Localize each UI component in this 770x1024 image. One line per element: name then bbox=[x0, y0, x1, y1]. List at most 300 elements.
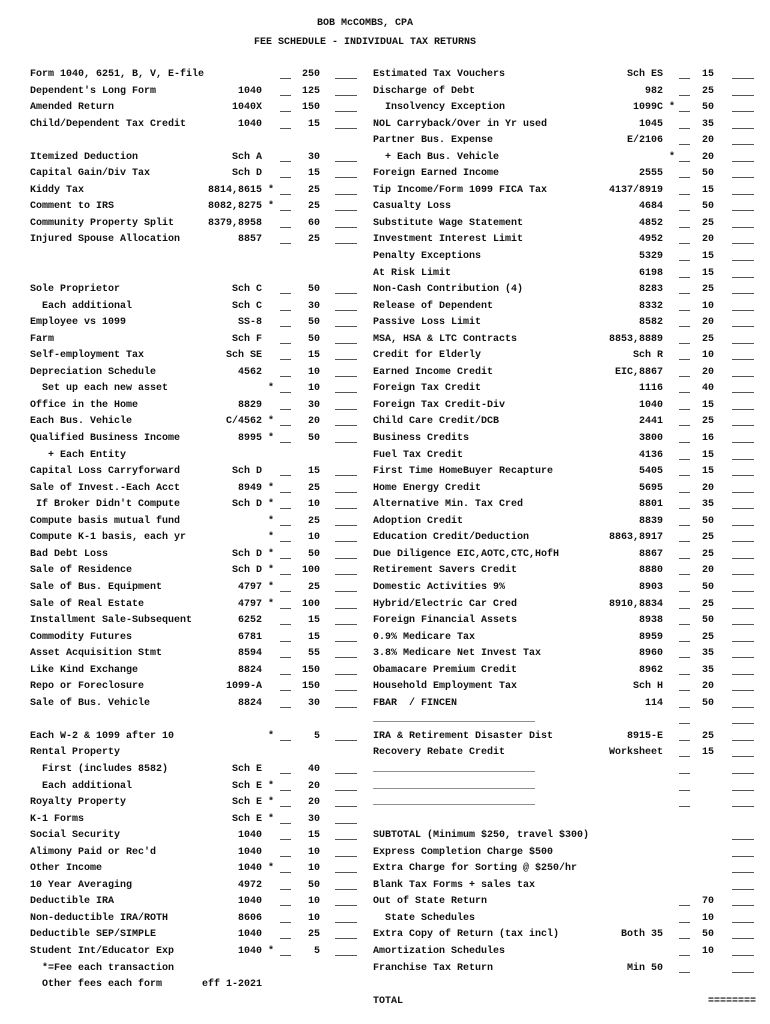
amount-blank[interactable] bbox=[732, 641, 754, 642]
item-label: K-1 Forms bbox=[30, 813, 85, 825]
form-code: 8863,8917 bbox=[608, 532, 663, 544]
quantity-blank[interactable] bbox=[679, 972, 690, 973]
item-label: TOTAL bbox=[373, 995, 404, 1007]
quantity-blank[interactable] bbox=[280, 608, 291, 609]
amount-blank[interactable] bbox=[335, 641, 357, 642]
quantity-blank[interactable] bbox=[679, 955, 690, 956]
fee-amount: 15 bbox=[307, 631, 320, 643]
fee-row bbox=[30, 398, 360, 415]
item-label: ___________________________ bbox=[373, 797, 536, 809]
amount-blank[interactable] bbox=[335, 674, 357, 675]
amount-blank[interactable] bbox=[732, 376, 754, 377]
amount-blank[interactable] bbox=[335, 856, 357, 857]
fee-row bbox=[30, 133, 360, 150]
quantity-blank[interactable] bbox=[280, 392, 291, 393]
quantity-blank[interactable] bbox=[679, 641, 690, 642]
fee-row bbox=[373, 828, 758, 845]
quantity-blank[interactable] bbox=[679, 277, 690, 278]
item-label: MSA, HSA & LTC Contracts bbox=[373, 333, 518, 345]
amount-blank[interactable] bbox=[335, 955, 357, 956]
form-code: SS-8 bbox=[237, 317, 262, 329]
item-label: Deductible IRA bbox=[30, 896, 115, 908]
per-transaction-marker: * bbox=[267, 813, 274, 825]
quantity-blank[interactable] bbox=[280, 889, 291, 890]
amount-blank[interactable] bbox=[335, 905, 357, 906]
fee-row bbox=[30, 348, 360, 365]
item-label: Asset Acquisition Stmt bbox=[30, 648, 163, 660]
quantity-blank[interactable] bbox=[280, 574, 291, 575]
form-code: Sch ES bbox=[626, 69, 663, 80]
form-code: 8829 bbox=[237, 399, 262, 411]
quantity-blank[interactable] bbox=[679, 243, 690, 244]
amount-blank[interactable] bbox=[732, 690, 754, 691]
amount-blank[interactable] bbox=[732, 657, 754, 658]
quantity-blank[interactable] bbox=[679, 806, 690, 807]
quantity-blank[interactable] bbox=[280, 326, 291, 327]
quantity-blank[interactable] bbox=[679, 409, 690, 410]
quantity-blank[interactable] bbox=[280, 558, 291, 559]
fee-amount: 50 bbox=[701, 581, 714, 593]
fee-amount: 25 bbox=[701, 85, 714, 97]
amount-blank[interactable] bbox=[335, 823, 357, 824]
quantity-blank[interactable] bbox=[679, 459, 690, 460]
fee-amount: 50 bbox=[701, 201, 714, 213]
amount-blank[interactable] bbox=[335, 541, 357, 542]
amount-blank[interactable] bbox=[732, 128, 754, 129]
amount-blank[interactable] bbox=[732, 442, 754, 443]
amount-blank[interactable] bbox=[732, 723, 754, 724]
fee-row bbox=[373, 216, 758, 233]
form-code: Min 50 bbox=[626, 962, 663, 974]
quantity-blank[interactable] bbox=[280, 955, 291, 956]
item-label: Non-deductible IRA/ROTH bbox=[30, 912, 169, 924]
quantity-blank[interactable] bbox=[679, 326, 690, 327]
quantity-blank[interactable] bbox=[280, 839, 291, 840]
amount-blank[interactable] bbox=[335, 707, 357, 708]
quantity-blank[interactable] bbox=[679, 690, 690, 691]
amount-blank[interactable] bbox=[335, 508, 357, 509]
quantity-blank[interactable] bbox=[280, 194, 291, 195]
amount-blank[interactable] bbox=[732, 541, 754, 542]
amount-blank[interactable] bbox=[335, 243, 357, 244]
quantity-blank[interactable] bbox=[679, 608, 690, 609]
quantity-blank[interactable] bbox=[280, 674, 291, 675]
amount-blank[interactable] bbox=[732, 177, 754, 178]
amount-blank[interactable] bbox=[732, 591, 754, 592]
amount-blank[interactable] bbox=[335, 78, 357, 79]
quantity-blank[interactable] bbox=[280, 343, 291, 344]
amount-blank[interactable] bbox=[335, 425, 357, 426]
item-label: Domestic Activities 9% bbox=[373, 581, 506, 593]
quantity-blank[interactable] bbox=[280, 541, 291, 542]
amount-blank[interactable] bbox=[335, 376, 357, 377]
amount-blank[interactable] bbox=[335, 872, 357, 873]
amount-blank[interactable] bbox=[335, 938, 357, 939]
fee-amount: 30 bbox=[307, 151, 320, 163]
amount-blank[interactable] bbox=[335, 210, 357, 211]
item-label: Rental Property bbox=[30, 747, 121, 759]
quantity-blank[interactable] bbox=[280, 492, 291, 493]
quantity-blank[interactable] bbox=[280, 823, 291, 824]
item-label: Each additional bbox=[30, 780, 133, 792]
amount-blank[interactable] bbox=[732, 243, 754, 244]
item-label: If Broker Didn't Compute bbox=[30, 499, 181, 511]
amount-blank[interactable] bbox=[732, 459, 754, 460]
quantity-blank[interactable] bbox=[280, 740, 291, 741]
amount-blank[interactable] bbox=[335, 194, 357, 195]
item-label: Discharge of Debt bbox=[373, 85, 476, 97]
amount-blank[interactable] bbox=[732, 905, 754, 906]
quantity-blank[interactable] bbox=[679, 310, 690, 311]
quantity-blank[interactable] bbox=[280, 657, 291, 658]
quantity-blank[interactable] bbox=[679, 773, 690, 774]
fee-amount: 10 bbox=[701, 912, 714, 924]
item-label: + Each Entity bbox=[30, 449, 127, 461]
fee-amount: 10 bbox=[307, 366, 320, 378]
firm-name: BOB McCOMBS, CPA bbox=[316, 18, 413, 29]
fee-amount: 10 bbox=[307, 499, 320, 511]
quantity-blank[interactable] bbox=[679, 144, 690, 145]
amount-blank[interactable] bbox=[335, 161, 357, 162]
fee-row bbox=[373, 812, 758, 829]
amount-blank[interactable] bbox=[335, 227, 357, 228]
amount-blank[interactable] bbox=[335, 624, 357, 625]
amount-blank[interactable] bbox=[335, 608, 357, 609]
quantity-blank[interactable] bbox=[280, 243, 291, 244]
quantity-blank[interactable] bbox=[280, 475, 291, 476]
form-code: 8960 bbox=[638, 648, 663, 660]
quantity-blank[interactable] bbox=[280, 922, 291, 923]
fee-row bbox=[373, 199, 758, 216]
item-label: NOL Carryback/Over in Yr used bbox=[373, 118, 548, 130]
quantity-blank[interactable] bbox=[280, 111, 291, 112]
fee-row bbox=[30, 729, 360, 746]
quantity-blank[interactable] bbox=[280, 525, 291, 526]
amount-blank[interactable] bbox=[335, 525, 357, 526]
quantity-blank[interactable] bbox=[280, 376, 291, 377]
amount-blank[interactable] bbox=[732, 310, 754, 311]
amount-blank[interactable] bbox=[335, 177, 357, 178]
form-code: 8938 bbox=[638, 615, 663, 627]
amount-blank[interactable] bbox=[335, 409, 357, 410]
fee-row bbox=[373, 944, 758, 961]
quantity-blank[interactable] bbox=[679, 558, 690, 559]
form-code: 8283 bbox=[638, 284, 663, 296]
item-label: Blank Tax Forms + sales tax bbox=[373, 879, 536, 891]
quantity-blank[interactable] bbox=[679, 161, 690, 162]
quantity-blank[interactable] bbox=[280, 773, 291, 774]
fee-amount: 25 bbox=[701, 416, 714, 428]
form-code: 982 bbox=[644, 85, 663, 97]
quantity-blank[interactable] bbox=[280, 641, 291, 642]
amount-blank[interactable] bbox=[335, 293, 357, 294]
amount-blank[interactable] bbox=[732, 806, 754, 807]
quantity-blank[interactable] bbox=[679, 508, 690, 509]
amount-blank[interactable] bbox=[732, 78, 754, 79]
amount-blank[interactable] bbox=[335, 889, 357, 890]
amount-blank[interactable] bbox=[335, 492, 357, 493]
fee-row bbox=[373, 679, 758, 696]
item-label: Farm bbox=[30, 333, 55, 345]
amount-blank[interactable] bbox=[732, 872, 754, 873]
item-label: Franchise Tax Return bbox=[373, 962, 494, 974]
amount-blank[interactable] bbox=[732, 260, 754, 261]
quantity-blank[interactable] bbox=[679, 376, 690, 377]
quantity-blank[interactable] bbox=[280, 442, 291, 443]
item-label: Royalty Property bbox=[30, 797, 127, 809]
quantity-blank[interactable] bbox=[679, 194, 690, 195]
quantity-blank[interactable] bbox=[679, 425, 690, 426]
quantity-blank[interactable] bbox=[280, 938, 291, 939]
amount-blank[interactable] bbox=[335, 392, 357, 393]
item-label: Commodity Futures bbox=[30, 631, 133, 643]
form-code: 1040 bbox=[237, 846, 262, 858]
amount-blank[interactable] bbox=[335, 591, 357, 592]
amount-blank[interactable] bbox=[732, 95, 754, 96]
item-label: Each W-2 & 1099 after 10 bbox=[30, 730, 175, 742]
item-label: Compute K-1 basis, each yr bbox=[30, 532, 187, 544]
amount-blank[interactable] bbox=[732, 839, 754, 840]
quantity-blank[interactable] bbox=[280, 310, 291, 311]
form-code: 8839 bbox=[638, 515, 663, 527]
amount-blank[interactable] bbox=[335, 740, 357, 741]
amount-blank[interactable] bbox=[335, 95, 357, 96]
amount-blank[interactable] bbox=[732, 277, 754, 278]
amount-blank[interactable] bbox=[732, 972, 754, 973]
per-transaction-marker: * bbox=[267, 598, 274, 610]
item-label: Home Energy Credit bbox=[373, 482, 482, 494]
fee-row bbox=[30, 911, 360, 928]
amount-blank[interactable] bbox=[335, 790, 357, 791]
item-label: State Schedules bbox=[373, 912, 476, 924]
quantity-blank[interactable] bbox=[280, 78, 291, 79]
fee-row bbox=[30, 696, 360, 713]
quantity-blank[interactable] bbox=[280, 359, 291, 360]
fee-row bbox=[30, 762, 360, 779]
amount-blank[interactable] bbox=[732, 624, 754, 625]
fee-amount: 10 bbox=[307, 846, 320, 858]
quantity-blank[interactable] bbox=[679, 657, 690, 658]
amount-blank[interactable] bbox=[732, 227, 754, 228]
fee-amount: 15 bbox=[307, 118, 320, 130]
quantity-blank[interactable] bbox=[679, 227, 690, 228]
quantity-blank[interactable] bbox=[280, 161, 291, 162]
quantity-blank[interactable] bbox=[679, 260, 690, 261]
amount-blank[interactable] bbox=[335, 128, 357, 129]
fee-row bbox=[373, 894, 758, 911]
form-code: Sch E bbox=[231, 763, 262, 775]
form-code: 4952 bbox=[638, 234, 663, 246]
quantity-blank[interactable] bbox=[280, 95, 291, 96]
item-label: Compute basis mutual fund bbox=[30, 515, 181, 527]
form-code: 4797 bbox=[237, 581, 262, 593]
amount-blank[interactable] bbox=[732, 425, 754, 426]
quantity-blank[interactable] bbox=[679, 574, 690, 575]
amount-blank[interactable] bbox=[732, 111, 754, 112]
quantity-blank[interactable] bbox=[280, 707, 291, 708]
fee-amount: 50 bbox=[307, 548, 320, 560]
item-label: At Risk Limit bbox=[373, 267, 452, 279]
amount-blank[interactable] bbox=[732, 144, 754, 145]
amount-blank[interactable] bbox=[732, 922, 754, 923]
form-code: 114 bbox=[644, 697, 663, 709]
quantity-blank[interactable] bbox=[679, 177, 690, 178]
amount-blank[interactable] bbox=[732, 508, 754, 509]
quantity-blank[interactable] bbox=[280, 905, 291, 906]
quantity-blank[interactable] bbox=[280, 591, 291, 592]
amount-blank[interactable] bbox=[732, 955, 754, 956]
amount-blank[interactable] bbox=[732, 574, 754, 575]
quantity-blank[interactable] bbox=[280, 409, 291, 410]
item-label: Form 1040, 6251, B, V, E-file bbox=[30, 69, 205, 80]
amount-blank[interactable] bbox=[732, 773, 754, 774]
form-code: 1040 bbox=[237, 830, 262, 842]
quantity-blank[interactable] bbox=[280, 624, 291, 625]
quantity-blank[interactable] bbox=[679, 128, 690, 129]
item-label: 10 Year Averaging bbox=[30, 879, 133, 891]
amount-blank[interactable] bbox=[732, 938, 754, 939]
amount-blank[interactable] bbox=[335, 326, 357, 327]
form-code: 8606 bbox=[237, 912, 262, 924]
quantity-blank[interactable] bbox=[679, 624, 690, 625]
amount-blank[interactable] bbox=[732, 343, 754, 344]
fee-row bbox=[30, 117, 360, 134]
amount-blank[interactable] bbox=[732, 161, 754, 162]
quantity-blank[interactable] bbox=[679, 707, 690, 708]
amount-blank[interactable] bbox=[732, 326, 754, 327]
amount-blank[interactable] bbox=[732, 740, 754, 741]
quantity-blank[interactable] bbox=[679, 790, 690, 791]
fee-row bbox=[30, 299, 360, 316]
quantity-blank[interactable] bbox=[679, 343, 690, 344]
amount-blank[interactable] bbox=[335, 359, 357, 360]
amount-blank[interactable] bbox=[335, 442, 357, 443]
form-code: 1040 bbox=[237, 929, 262, 941]
amount-blank[interactable] bbox=[732, 674, 754, 675]
item-label: Other fees each form bbox=[30, 979, 163, 991]
quantity-blank[interactable] bbox=[679, 95, 690, 96]
quantity-blank[interactable] bbox=[280, 872, 291, 873]
quantity-blank[interactable] bbox=[679, 922, 690, 923]
fee-row bbox=[30, 414, 360, 431]
amount-blank[interactable] bbox=[335, 343, 357, 344]
amount-blank[interactable] bbox=[335, 690, 357, 691]
fee-amount: 125 bbox=[301, 85, 320, 97]
quantity-blank[interactable] bbox=[679, 591, 690, 592]
amount-blank[interactable] bbox=[732, 359, 754, 360]
quantity-blank[interactable] bbox=[280, 177, 291, 178]
fee-amount: 15 bbox=[307, 350, 320, 362]
quantity-blank[interactable] bbox=[679, 492, 690, 493]
quantity-blank[interactable] bbox=[280, 128, 291, 129]
quantity-blank[interactable] bbox=[679, 359, 690, 360]
amount-blank[interactable] bbox=[335, 574, 357, 575]
amount-blank[interactable] bbox=[732, 558, 754, 559]
amount-blank[interactable] bbox=[732, 608, 754, 609]
quantity-blank[interactable] bbox=[280, 210, 291, 211]
amount-blank[interactable] bbox=[732, 194, 754, 195]
amount-blank[interactable] bbox=[335, 310, 357, 311]
item-label: Sale of Real Estate bbox=[30, 598, 145, 610]
per-transaction-marker: * bbox=[267, 730, 274, 742]
amount-blank[interactable] bbox=[732, 790, 754, 791]
amount-blank[interactable] bbox=[732, 756, 754, 757]
amount-blank[interactable] bbox=[335, 773, 357, 774]
quantity-blank[interactable] bbox=[280, 293, 291, 294]
amount-blank[interactable] bbox=[335, 922, 357, 923]
per-transaction-marker: * bbox=[668, 151, 675, 163]
amount-blank[interactable] bbox=[732, 856, 754, 857]
quantity-blank[interactable] bbox=[679, 293, 690, 294]
quantity-blank[interactable] bbox=[280, 508, 291, 509]
quantity-blank[interactable] bbox=[679, 442, 690, 443]
quantity-blank[interactable] bbox=[280, 227, 291, 228]
quantity-blank[interactable] bbox=[679, 723, 690, 724]
form-code: 4136 bbox=[638, 449, 663, 461]
amount-blank[interactable] bbox=[335, 111, 357, 112]
item-label: Each Bus. Vehicle bbox=[30, 416, 133, 428]
fee-row bbox=[30, 216, 360, 233]
fee-amount: 20 bbox=[701, 317, 714, 329]
quantity-blank[interactable] bbox=[679, 525, 690, 526]
amount-blank[interactable] bbox=[335, 558, 357, 559]
fee-row bbox=[373, 448, 758, 465]
amount-blank[interactable] bbox=[335, 839, 357, 840]
amount-blank[interactable] bbox=[335, 657, 357, 658]
quantity-blank[interactable] bbox=[679, 756, 690, 757]
amount-blank[interactable] bbox=[732, 392, 754, 393]
amount-blank[interactable] bbox=[732, 475, 754, 476]
fee-row bbox=[30, 563, 360, 580]
amount-blank[interactable] bbox=[732, 707, 754, 708]
amount-blank[interactable] bbox=[335, 475, 357, 476]
item-label: Hybrid/Electric Car Cred bbox=[373, 598, 518, 610]
amount-blank[interactable] bbox=[732, 293, 754, 294]
quantity-blank[interactable] bbox=[679, 111, 690, 112]
item-label: First Time HomeBuyer Recapture bbox=[373, 466, 554, 478]
item-label: Child/Dependent Tax Credit bbox=[30, 118, 187, 130]
quantity-blank[interactable] bbox=[280, 790, 291, 791]
amount-blank[interactable] bbox=[335, 806, 357, 807]
amount-blank[interactable] bbox=[732, 409, 754, 410]
amount-blank[interactable] bbox=[732, 210, 754, 211]
fee-row bbox=[30, 927, 360, 944]
item-label: Business Credits bbox=[373, 433, 470, 445]
quantity-blank[interactable] bbox=[280, 806, 291, 807]
item-label: Express Completion Charge $500 bbox=[373, 846, 554, 858]
quantity-blank[interactable] bbox=[679, 392, 690, 393]
item-label: Partner Bus. Expense bbox=[373, 135, 494, 147]
amount-blank[interactable] bbox=[732, 889, 754, 890]
amount-blank[interactable] bbox=[732, 492, 754, 493]
quantity-blank[interactable] bbox=[679, 905, 690, 906]
quantity-blank[interactable] bbox=[679, 475, 690, 476]
quantity-blank[interactable] bbox=[679, 210, 690, 211]
quantity-blank[interactable] bbox=[280, 425, 291, 426]
quantity-blank[interactable] bbox=[679, 674, 690, 675]
quantity-blank[interactable] bbox=[679, 78, 690, 79]
quantity-blank[interactable] bbox=[280, 690, 291, 691]
fee-row bbox=[373, 249, 758, 266]
quantity-blank[interactable] bbox=[679, 938, 690, 939]
item-label: Obamacare Premium Credit bbox=[373, 664, 518, 676]
quantity-blank[interactable] bbox=[679, 740, 690, 741]
form-code: 4562 bbox=[237, 366, 262, 378]
quantity-blank[interactable] bbox=[679, 541, 690, 542]
quantity-blank[interactable] bbox=[280, 856, 291, 857]
fee-amount: 50 bbox=[701, 168, 714, 180]
amount-blank[interactable] bbox=[732, 525, 754, 526]
